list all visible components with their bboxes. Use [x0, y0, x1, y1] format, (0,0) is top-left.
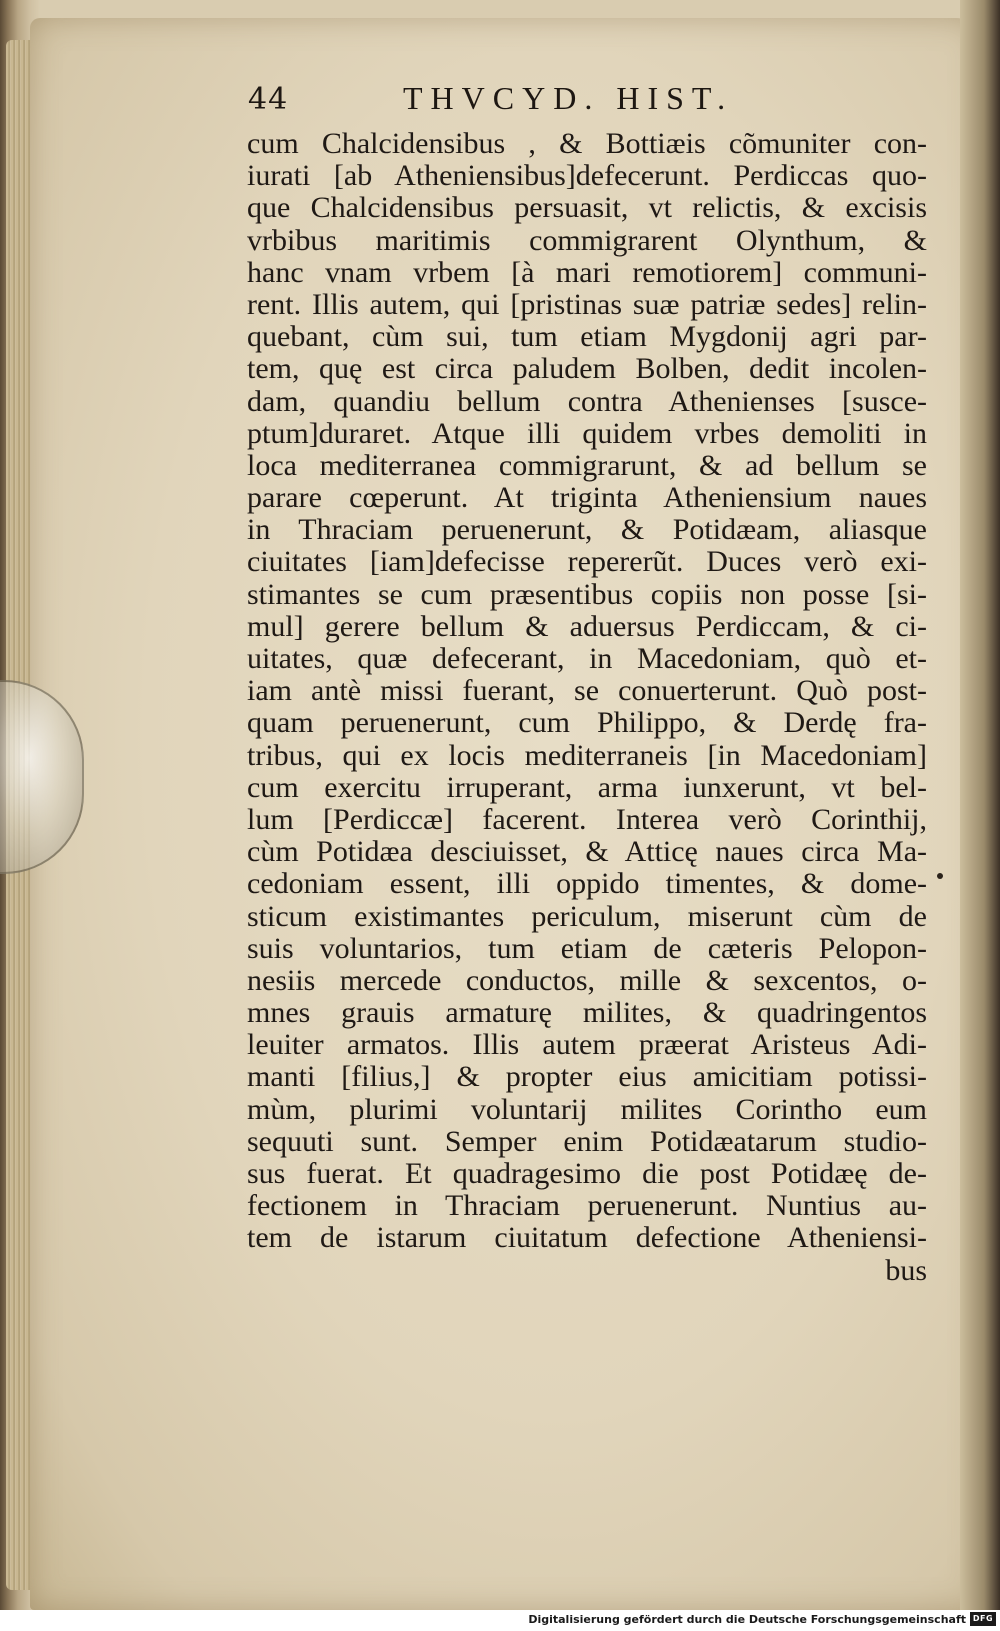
text-line: sus fuerat. Et quadragesimo die post Potidæę de-	[247, 1157, 927, 1190]
page-header	[248, 76, 808, 122]
running-head: THVCYD. HIST.	[403, 80, 734, 116]
text-line: lum [Perdiccæ] facerent. Interea verò Corinthij,	[247, 802, 927, 836]
page-number: 44	[248, 82, 289, 117]
text-line: cùm Potidæa desciuisset, & Atticę naues circa Ma-	[247, 835, 927, 869]
text-line: ciuitates [iam]defecisse repererũt. Duces verò exi-	[247, 545, 927, 579]
body-text	[247, 128, 927, 1287]
text-line: manti [filius,] & propter eius amicitiam potissi-	[247, 1060, 927, 1094]
text-line: tem, quę est circa paludem Bolben, dedit incolen-	[247, 352, 927, 386]
text-line: mul] gerere bellum & aduersus Perdiccam, & ci-	[247, 609, 927, 643]
text-line: ptum]duraret. Atque illi quidem vrbes demoliti in	[247, 416, 927, 450]
text-line: quam peruenerunt, cum Philippo, & Derdę fra-	[247, 706, 927, 740]
funding-credit: Digitalisierung gefördert durch die Deutsche Forschungsgemeinschaft	[528, 1613, 966, 1626]
catchword: bus	[885, 1253, 927, 1287]
text-line: parare cœperunt. At triginta Atheniensium naues	[247, 481, 927, 515]
text-line: iurati [ab Atheniensibus]defecerunt. Perdiccas quo-	[247, 159, 927, 193]
text-line: quebant, cùm sui, tum etiam Mygdonij agri par-	[247, 320, 927, 354]
margin-mark	[937, 873, 943, 879]
text-line: leuiter armatos. Illis autem præerat Aristeus Adi-	[247, 1028, 927, 1062]
text-line: vrbibus maritimis commigrarent Olynthum, &	[247, 223, 927, 257]
text-line: in Thraciam peruenerunt, & Potidæam, aliasque	[247, 513, 927, 547]
text-line: uitates, quæ defecerant, in Macedoniam, quò et-	[247, 642, 927, 675]
text-line: mùm, plurimi voluntarij milites Corintho eum	[247, 1092, 927, 1126]
text-line: sequuti sunt. Semper enim Potidæatarum studio-	[247, 1124, 927, 1158]
text-line: mnes grauis armaturę milites, & quadringentos	[247, 996, 927, 1030]
text-line: nesiis mercede conductos, mille & sexcentos, o-	[247, 963, 927, 997]
text-line: hanc vnam vrbem [à mari remotiorem] communi-	[247, 255, 927, 289]
text-line: cedoniam essent, illi oppido timentes, & dome-	[247, 867, 927, 901]
text-line: cum exercitu irruperant, arma iunxerunt, vt bel-	[247, 770, 927, 804]
text-line: cum Chalcidensibus , & Bottiæis cõmuniter con-	[247, 127, 927, 160]
text-line: iam antè missi fuerant, se conuerterunt. Quò post-	[247, 674, 927, 708]
text-line: tribus, qui ex locis mediterraneis [in Macedoniam]	[247, 738, 927, 772]
text-line: que Chalcidensibus persuasit, vt relictis, & excisis	[247, 191, 927, 225]
right-book-edge	[960, 0, 1000, 1610]
text-line: dam, quandiu bellum contra Athenienses [susce-	[247, 384, 927, 418]
text-line: rent. Illis autem, qui [pristinas suæ patriæ sedes] relin-	[247, 287, 927, 321]
text-line: tem de istarum ciuitatum defectione Atheniensi-	[247, 1221, 927, 1255]
text-line: sticum existimantes periculum, miserunt cùm de	[247, 899, 927, 933]
text-line: fectionem in Thraciam peruenerunt. Nuntius au-	[247, 1189, 927, 1223]
text-line: stimantes se cum præsentibus copiis non posse [si-	[247, 577, 927, 611]
dfg-logo: DFG	[970, 1612, 996, 1626]
text-line: loca mediterranea commigrarunt, & ad bellum se	[247, 448, 927, 482]
text-line: suis voluntarios, tum etiam de cæteris Pelopon-	[247, 931, 927, 965]
